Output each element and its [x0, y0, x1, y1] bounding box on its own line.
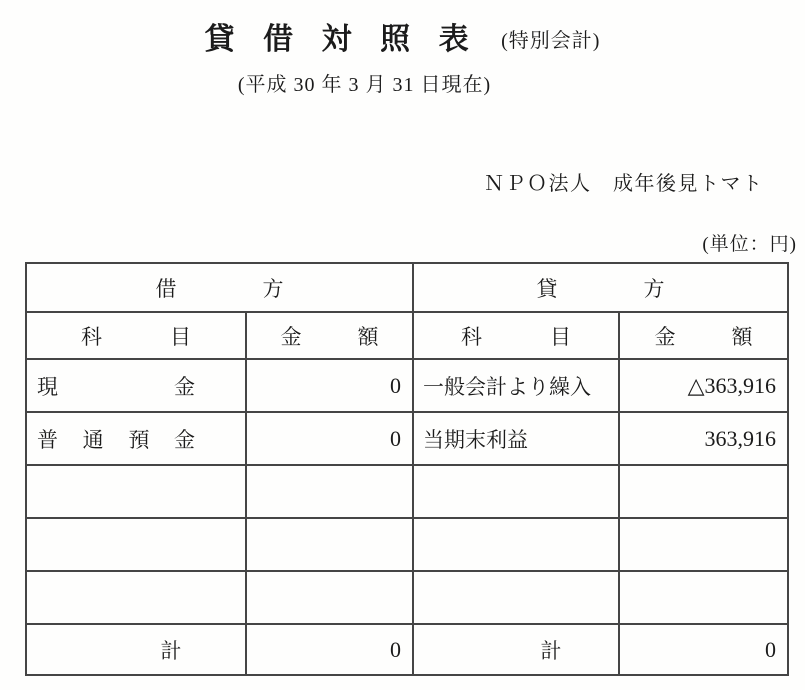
credit-account-cell: [413, 571, 619, 624]
credit-amount-cell: [619, 518, 788, 571]
account-header-label: 科目: [461, 324, 571, 349]
as-of-date: (平成 30 年 3 月 31 日現在): [237, 74, 492, 96]
amount-header-label: 金額: [280, 324, 379, 349]
unit-label: (単位：円): [702, 234, 797, 255]
total-row: [26, 624, 788, 675]
credit-amount-cell: [619, 571, 788, 624]
debit-amount-cell: 0: [246, 412, 413, 465]
as-of-date-line: [0, 68, 805, 97]
credit-account-cell: [413, 465, 619, 518]
organization-name: ＮＰＯ法人 成年後見トマト: [484, 173, 764, 195]
credit-total-label-cell: [413, 624, 619, 675]
debit-total-amount: 0: [246, 624, 413, 675]
table-row: [26, 571, 788, 624]
debit-amount-cell: [246, 465, 413, 518]
credit-account-cell: 一般会計より繰入: [413, 359, 619, 412]
debit-account-cell: [26, 412, 246, 465]
debit-section-label: 借方: [155, 276, 284, 301]
debit-total-label-cell: [26, 624, 246, 675]
debit-account-column-header: [26, 312, 246, 359]
credit-section-label: 貸方: [536, 276, 665, 301]
credit-amount-column-header: [619, 312, 788, 359]
title-qualifier: (特別会計): [501, 30, 601, 52]
debit-account-cell: [26, 359, 246, 412]
account-header-label: 科目: [81, 324, 191, 349]
debit-account-cell: [26, 571, 246, 624]
debit-amount-cell: 0: [246, 359, 413, 412]
table-row: [26, 359, 788, 412]
credit-account-cell: 当期末利益: [413, 412, 619, 465]
section-header-row: [26, 263, 788, 312]
debit-amount-cell: [246, 571, 413, 624]
credit-account-cell: [413, 518, 619, 571]
debit-section-header: [26, 263, 413, 312]
debit-account-cell: [26, 465, 246, 518]
debit-account-name: 現金: [37, 374, 195, 399]
table-row: [26, 465, 788, 518]
credit-amount-cell: [619, 465, 788, 518]
debit-account-cell: [26, 518, 246, 571]
debit-total-label: 計: [160, 638, 182, 663]
table-row: [26, 412, 788, 465]
amount-header-label: 金額: [654, 324, 753, 349]
credit-section-header: [413, 263, 788, 312]
credit-amount-cell: △363,916: [619, 359, 788, 412]
title-block: [0, 14, 805, 58]
table-row: [26, 518, 788, 571]
debit-account-name: 普通預金: [37, 427, 195, 452]
credit-amount-cell: 363,916: [619, 412, 788, 465]
debit-amount-column-header: [246, 312, 413, 359]
page-title: 貸借対照表: [204, 23, 498, 56]
column-header-row: [26, 312, 788, 359]
debit-amount-cell: [246, 518, 413, 571]
credit-total-amount: 0: [619, 624, 788, 675]
credit-account-column-header: [413, 312, 619, 359]
credit-total-label: 計: [540, 638, 562, 663]
balance-sheet-table: [25, 262, 789, 676]
